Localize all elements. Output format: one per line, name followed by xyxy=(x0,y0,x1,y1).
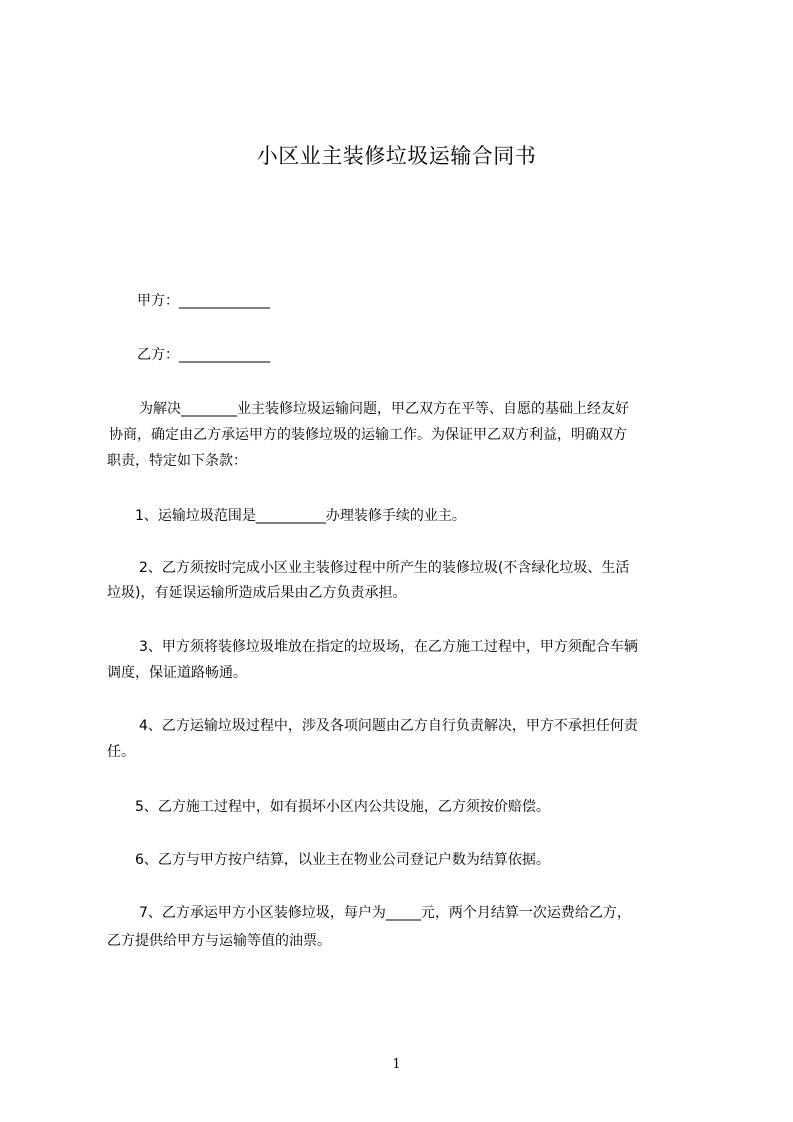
clause-2-line-1: 2、乙方须按时完成小区业主装修过程中所产生的装修垃圾(不含绿化垃圾、生活 xyxy=(139,560,630,576)
document-title: 小区业主装修垃圾运输合同书 xyxy=(256,144,537,168)
page-number: 1 xyxy=(392,1057,401,1072)
clause-4-line-1: 4、乙方运输垃圾过程中，涉及各项问题由乙方自行负责解决，甲方不承担任何责 xyxy=(139,718,638,734)
clause-3-line-1: 3、甲方须将装修垃圾堆放在指定的垃圾场，在乙方施工过程中，甲方须配合车辆 xyxy=(139,639,638,655)
clause-4-line-2: 任。 xyxy=(107,744,135,760)
preamble-line-2: 协商，确定由乙方承运甲方的装修垃圾的运输工作。为保证甲乙双方利益，明确双方 xyxy=(109,427,627,443)
clause-6-line-1: 6、乙方与甲方按户结算，以业主在物业公司登记户数为结算依据。 xyxy=(135,852,550,868)
clause-2-line-2: 垃圾)，有延误运输所造成后果由乙方负责承担。 xyxy=(107,585,407,601)
preamble-line-3: 职责，特定如下条款： xyxy=(107,453,247,469)
clause-3-line-2: 调度，保证道路畅通。 xyxy=(107,665,247,681)
party-a-line: 甲方：_____________ xyxy=(137,293,270,309)
clause-1-line-1: 1、运输垃圾范围是__________办理装修手续的业主。 xyxy=(135,508,466,524)
clause-7-line-1: 7、乙方承运甲方小区装修垃圾，每户为_____元，两个月结算一次运费给乙方， xyxy=(139,905,631,921)
clause-5-line-1: 5、乙方施工过程中，如有损坏小区内公共设施，乙方须按价赔偿。 xyxy=(135,799,550,815)
clause-7-line-2: 乙方提供给甲方与运输等值的油票。 xyxy=(107,933,331,949)
preamble-line-1: 为解决________业主装修垃圾运输问题，甲乙双方在平等、自愿的基础上经友好 xyxy=(139,401,629,417)
party-b-line: 乙方：_____________ xyxy=(137,347,270,363)
